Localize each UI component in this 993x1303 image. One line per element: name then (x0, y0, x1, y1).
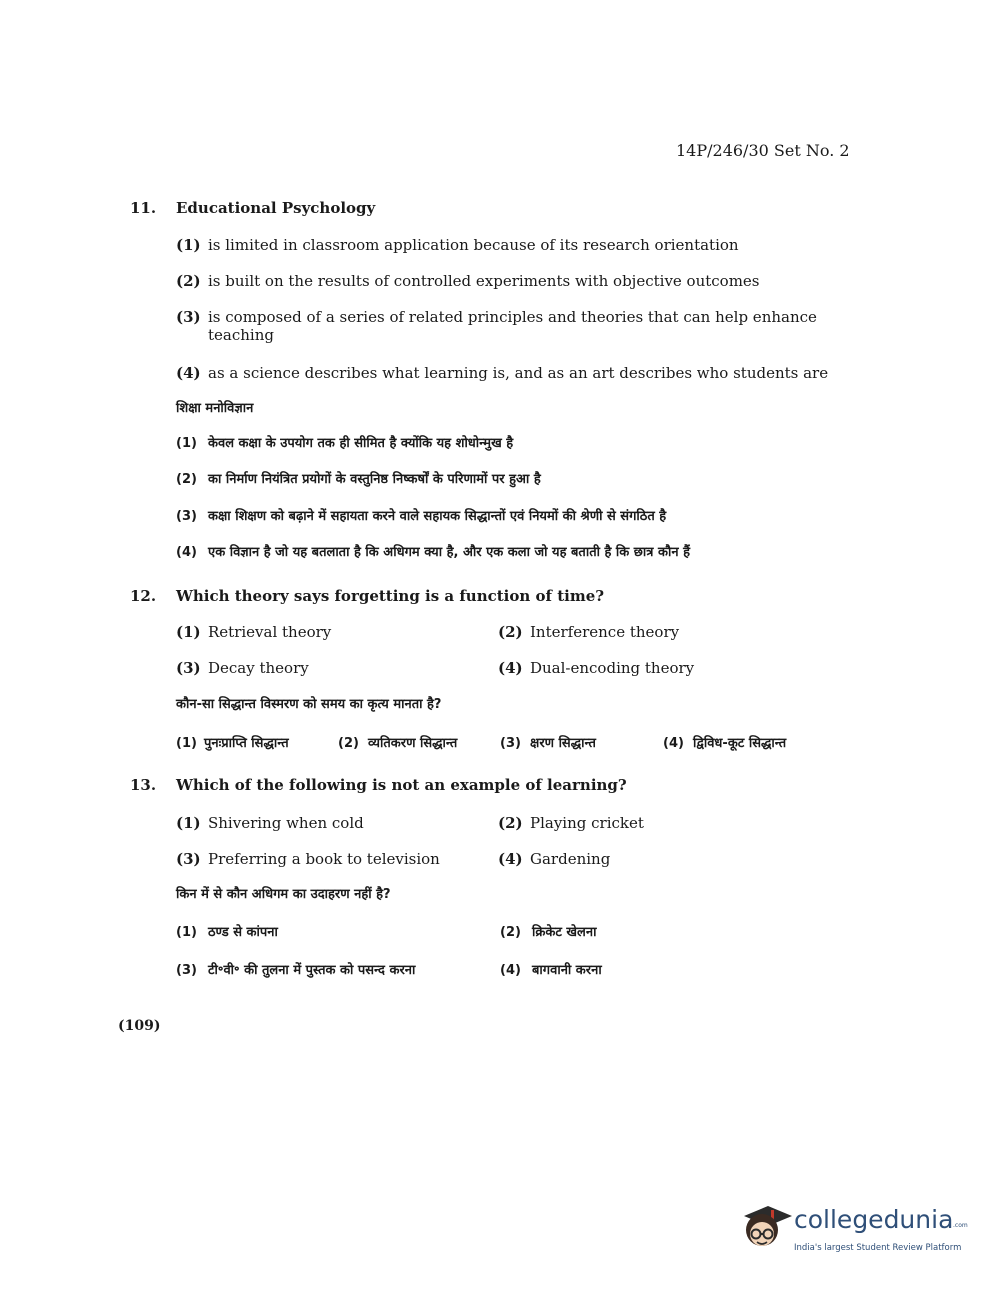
logo-wordmark: collegedunia (794, 1205, 954, 1234)
question-text: Which of the following is not an example of learning? (176, 776, 627, 794)
option-number: (2) (500, 925, 521, 940)
question-number: 12. (130, 587, 157, 605)
hindi-question-text: कौन-सा सिद्धान्त विस्मरण को समय का कृत्य मानता है? (176, 697, 442, 712)
hindi-option (176, 542, 690, 560)
question-number: 11. (130, 199, 157, 217)
option-number: (2) (176, 272, 201, 290)
option-number: (1) (176, 925, 197, 940)
option-text: कक्षा शिक्षण को बढ़ाने में सहायता करने वाले सहायक सिद्धान्तों एवं नियमों की श्रेणी से संगठित है (208, 509, 667, 524)
option-text: बागवानी करना (532, 963, 602, 978)
hindi-option (176, 433, 513, 451)
option-number: (4) (498, 659, 523, 677)
option (176, 272, 760, 290)
option-number: (1) (176, 623, 201, 641)
option-text: क्षरण सिद्धान्त (530, 736, 596, 751)
hindi-option (176, 506, 666, 524)
student-mascot-icon (738, 1196, 794, 1254)
hindi-option (176, 733, 289, 751)
logo-suffix: .com (953, 1222, 968, 1229)
option-text: Preferring a book to television (208, 850, 440, 868)
option (176, 850, 440, 868)
option-number: (3) (176, 850, 201, 868)
option-number: (1) (176, 814, 201, 832)
option-number: (4) (176, 545, 197, 560)
option-number: (3) (176, 509, 197, 524)
option-text: व्यतिकरण सिद्धान्त (368, 736, 458, 751)
option (498, 659, 694, 677)
hindi-question-text: किन में से कौन अधिगम का उदाहरण नहीं है? (176, 887, 391, 902)
option (176, 623, 331, 641)
option-text: is composed of a series of related principles and theories that can help enhance teaching (208, 308, 817, 344)
option-number: (4) (176, 364, 201, 382)
option-number: (1) (176, 736, 197, 751)
option-text: टी॰वी॰ की तुलना में पुस्तक को पसन्द करना (208, 963, 416, 978)
hindi-option (338, 733, 457, 751)
option (176, 236, 739, 254)
hindi-option (500, 733, 596, 751)
option-number: (3) (500, 736, 521, 751)
option-text: Decay theory (208, 659, 309, 677)
option-text: क्रिकेट खेलना (532, 925, 597, 940)
option (176, 364, 828, 382)
option-text: Gardening (530, 850, 611, 868)
option (498, 814, 644, 832)
option-text: का निर्माण नियंत्रित प्रयोगों के वस्तुनिष्ठ निष्कर्षों के परिणामों पर हुआ है (208, 472, 541, 487)
option-text: द्विविध-कूट सिद्धान्त (693, 736, 787, 751)
question-text: Which theory says forgetting is a function of time? (176, 587, 605, 605)
option-number: (3) (176, 659, 201, 677)
hindi-option (176, 960, 415, 978)
option-text: is limited in classroom application because of its research orientation (208, 236, 739, 254)
option-text: केवल कक्षा के उपयोग तक ही सीमित है क्योंकि यह शोधोन्मुख है (208, 436, 514, 451)
option-number: (2) (176, 472, 197, 487)
option (498, 623, 679, 641)
option-number: (2) (498, 814, 523, 832)
option-number: (4) (498, 850, 523, 868)
option-text: Dual-encoding theory (530, 659, 695, 677)
option-text: Retrieval theory (208, 623, 332, 641)
option (498, 850, 610, 868)
logo-tagline: India's largest Student Review Platform (794, 1243, 962, 1253)
option (176, 308, 838, 344)
option-number: (4) (500, 963, 521, 978)
hindi-option (500, 960, 602, 978)
option-number: (1) (176, 236, 201, 254)
option-text: पुनःप्राप्ति सिद्धान्त (204, 736, 289, 751)
option-text: is built on the results of controlled experiments with objective outcomes (208, 272, 760, 290)
hindi-option (176, 922, 278, 940)
option-number: (4) (663, 736, 684, 751)
option-number: (1) (176, 436, 197, 451)
paper-code: 14P/246/30 Set No. 2 (676, 141, 850, 160)
option-text: Playing cricket (530, 814, 644, 832)
option-number: (2) (498, 623, 523, 641)
hindi-option (663, 733, 786, 751)
hindi-option (176, 469, 541, 487)
option-text: ठण्ड से कांपना (208, 925, 278, 940)
question-text: Educational Psychology (176, 199, 376, 217)
option-text: as a science describes what learning is, and as an art describes who students are (208, 364, 829, 382)
page-number: (109) (118, 1018, 161, 1034)
option-text: Shivering when cold (208, 814, 364, 832)
option-number: (3) (176, 308, 201, 326)
option (176, 659, 309, 677)
option-text: एक विज्ञान है जो यह बतलाता है कि अधिगम क्या है, और एक कला जो यह बताती है कि छात्र कौन हैं (208, 545, 690, 560)
option-number: (2) (338, 736, 359, 751)
option-number: (3) (176, 963, 197, 978)
option-text: Interference theory (530, 623, 680, 641)
hindi-option (500, 922, 596, 940)
question-number: 13. (130, 776, 157, 794)
hindi-question-text: शिक्षा मनोविज्ञान (176, 401, 254, 416)
option (176, 814, 364, 832)
